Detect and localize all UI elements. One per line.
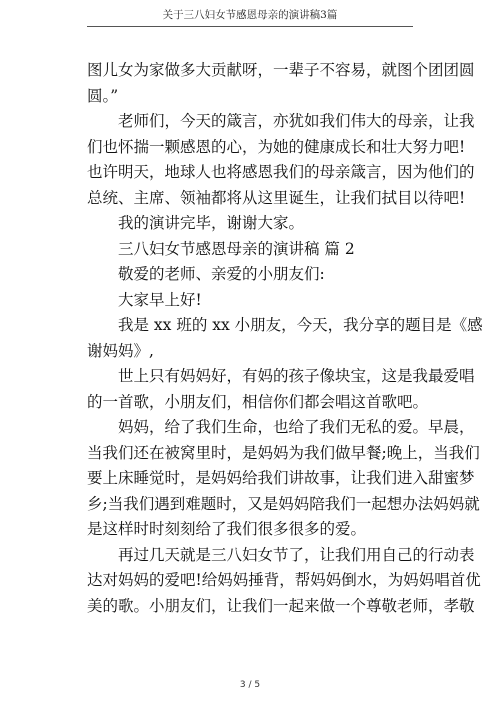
section-heading: 三八妇女节感恩母亲的演讲稿 篇 2 — [118, 239, 355, 258]
text-line: 妈妈，给了我们生命，也给了我们无私的爱。早晨， — [118, 418, 475, 436]
text-line: 达对妈妈的爱吧!给妈妈捶背，帮妈妈倒水，为妈妈唱首优 — [87, 571, 481, 589]
document-body — [87, 58, 483, 619]
text-line: 也许明天，地球人也将感恩我们的母亲箴言，因为他们的 — [87, 163, 475, 181]
text-line: 图儿女为家做多大贡献呀，一辈子不容易，就图个团团圆 — [87, 61, 475, 79]
text-line: 敬爱的老师、亲爱的小朋友们: — [118, 265, 325, 283]
page-header-title: 关于三八妇女节感恩母亲的演讲稿3篇 — [162, 9, 338, 21]
text-line: 当我们还在被窝里时，是妈妈为我们做早餐;晚上，当我们 — [87, 443, 480, 462]
page-number: 3 / 5 — [239, 680, 261, 690]
text-line: 谢妈妈》, — [87, 341, 154, 360]
text-line: 我的演讲完毕，谢谢大家。 — [118, 214, 305, 232]
text-line: 乡;当我们遇到难题时，又是妈妈陪我们一起想办法妈妈就 — [87, 494, 480, 513]
text-line: 们也怀揣一颗感恩的心，为她的健康成长和壮大努力吧! — [87, 137, 466, 156]
text-line: 我是 xx 班的 xx 小朋友，今天，我分享的题目是《感 — [118, 316, 483, 334]
text-line: 圆。” — [87, 86, 119, 105]
text-line: 再过几天就是三八妇女节了，让我们用自己的行动表 — [118, 545, 475, 564]
text-line: 是这样时时刻刻给了我们很多很多的爱。 — [87, 520, 367, 538]
text-line: 美的歌。小朋友们，让我们一起来做一个尊敬老师，孝敬 — [87, 596, 475, 615]
text-line: 要上床睡觉时，是妈妈给我们讲故事，让我们进入甜蜜梦 — [87, 469, 475, 487]
header-divider — [87, 26, 413, 27]
text-line: 总统、主席、领袖都将从这里诞生，让我们拭目以待吧! — [87, 188, 466, 207]
text-line: 世上只有妈妈好，有妈的孩子像块宝，这是我最爱唱 — [118, 367, 475, 385]
text-line: 老师们，今天的箴言，亦犹如我们伟大的母亲，让我 — [118, 112, 475, 130]
text-line: 大家早上好! — [118, 290, 202, 309]
text-line: 的一首歌，小朋友们，相信你们都会唱这首歌吧。 — [87, 392, 429, 411]
